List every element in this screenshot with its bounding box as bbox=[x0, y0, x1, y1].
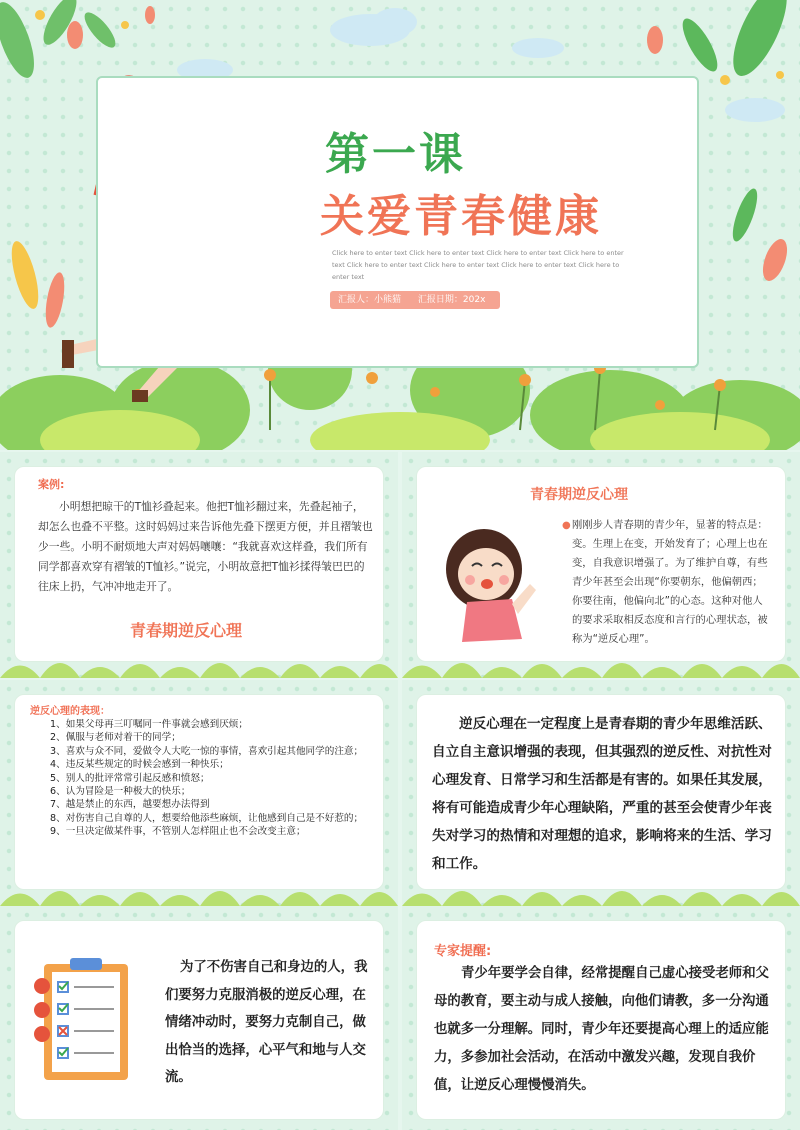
cover-title-line1: 第一课 bbox=[325, 129, 466, 180]
list-item: 8、对伤害自己自尊的人，想要给他添些麻烦，让他感到自己是不好惹的； bbox=[50, 812, 364, 824]
advice-label: 专家提醒: bbox=[434, 944, 492, 959]
symptoms-label: 逆反心理的表现： bbox=[30, 706, 110, 717]
bullet-icon: ● bbox=[562, 520, 571, 531]
list-item: 2、佩服与老师对着干的同学； bbox=[50, 732, 181, 744]
slide-harm bbox=[402, 680, 800, 906]
cover-subtitle: Click here to enter text Click here to enter text Click here to enter text Click here to enter text Click here to enter text Click here to enter text Click here to enter text Click here to enter text bbox=[332, 249, 624, 281]
advice-body: 青少年要学会自律，经常提醒自己虚心接受老师和父母的教育，要主动与成人接触，向他们请教，多一分沟通也就多一分理解。同时，青少年还要提高心理上的适应能力，多参加社会活动，在活动中激发兴趣，发现自我价值，让逆反心理慢慢消失。 bbox=[434, 966, 769, 1093]
case-heading: 青春期逆反心理 bbox=[130, 621, 243, 640]
list-item: 5、别人的批评常常引起反感和愤怒； bbox=[50, 772, 210, 784]
slide-rebellion-definition bbox=[402, 452, 800, 678]
slide-expert-advice bbox=[402, 906, 800, 1130]
definition-body: 刚刚步人青春期的青少年，显著的特点是：变。生理上在变，开始发育了；心理上也在变，自我意识增强了。为了维护自尊，有些青少年甚至会出现“你要朝东，他偏朝西；你要往南，他偏向北”的心态。这种对他人的要求采取相反态度和言行的心理状态，被称为“逆反心理”。 bbox=[572, 519, 768, 645]
reporter-name: 汇报人：小熊猫 bbox=[338, 295, 402, 305]
overcome-body: 为了不伤害自己和身边的人，我们要努力克服消极的逆反心理，在情绪冲动时，要努力克制自己，做出恰当的选择，心平气和地与人交流。 bbox=[165, 960, 368, 1085]
cover-slide bbox=[0, 0, 800, 450]
happy-girl-illustration bbox=[442, 524, 542, 644]
list-item: 9、一旦决定做某件事，不管别人怎样阻止也不会改变主意； bbox=[50, 826, 306, 838]
slide-symptoms bbox=[0, 680, 398, 906]
slide-case bbox=[0, 452, 398, 678]
slide-overcome bbox=[0, 906, 398, 1130]
definition-heading: 青春期逆反心理 bbox=[530, 487, 628, 503]
list-item: 3、喜欢与众不同，爱做令人大吃一惊的事情，喜欢引起其他同学的注意； bbox=[50, 745, 364, 757]
clipboard-checklist-icon bbox=[30, 956, 135, 1086]
harm-body: 逆反心理在一定程度上是青春期的青少年思维活跃、自立自主意识增强的表现，但其强烈的逆反性、对抗性对心理发育、日常学习和生活都是有害的。如果任其发展，将有可能造成青少年心理缺陷，严重的甚至会使青少年丧失对学习的热情和对理想的追求，影响将来的生活、学习和工作。 bbox=[432, 716, 772, 872]
cover-title-line2: 关爱青春健康 bbox=[320, 191, 602, 242]
cover-reporter-bar bbox=[330, 291, 500, 309]
symptoms-list bbox=[30, 718, 375, 839]
list-item: 1、如果父母再三叮嘱同一件事就会感到厌烦； bbox=[50, 719, 248, 730]
list-item: 7、越是禁止的东西，越要想办法得到 bbox=[50, 799, 210, 811]
list-item: 4、违反某些规定的时候会感到一种快乐； bbox=[50, 759, 229, 771]
case-body: 小明想把晾干的T恤衫叠起来。他把T恤衫翻过来，先叠起袖子，却怎么也叠不平整。这时妈妈过来告诉他先叠下摆更方便，并且褶皱也少一些。小明不耐烦地大声对妈妈嚷嚷：“我就喜欢这样叠，我们所有同学都喜欢穿有褶皱的T恤衫。”说完，小明故意把T恤衫揉得皱巴巴的往床上扔，气冲冲地走开了。 bbox=[38, 500, 373, 593]
case-label: 案例: bbox=[38, 478, 65, 491]
list-item: 6、认为冒险是一种极大的快乐； bbox=[50, 786, 191, 798]
report-date: 汇报日期：202x bbox=[417, 295, 486, 305]
